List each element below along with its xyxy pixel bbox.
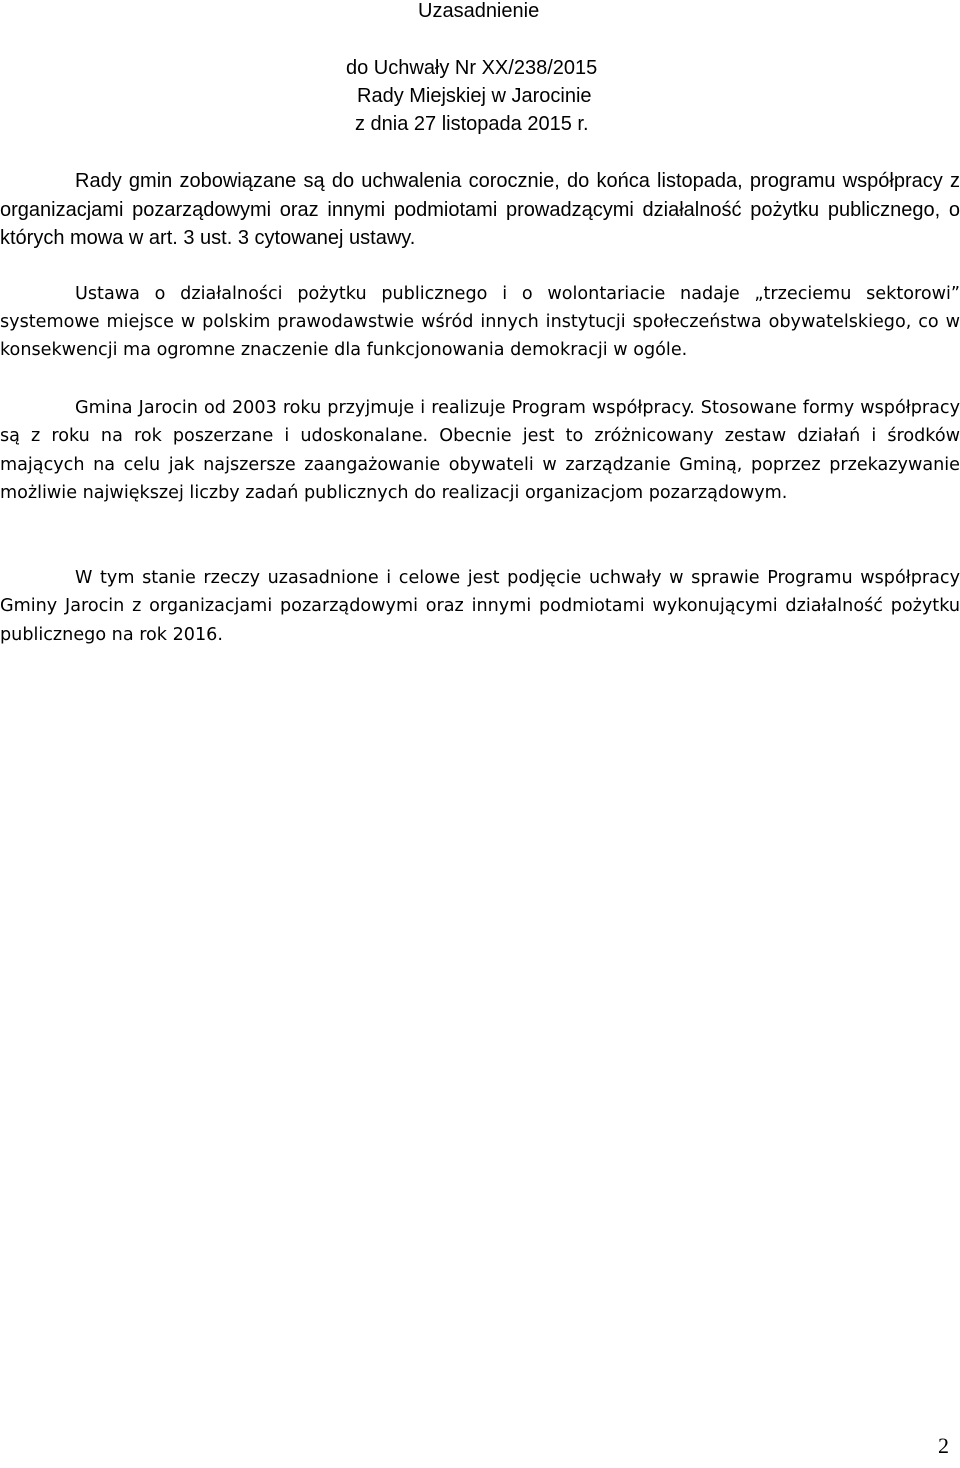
paragraph-obligation <box>0 167 960 253</box>
resolution-date: z dnia 27 listopada 2015 r. <box>355 113 589 135</box>
resolution-number: do Uchwały Nr XX/238/2015 <box>346 57 598 79</box>
paragraph-program <box>0 394 960 508</box>
paragraph-text: Gmina Jarocin od 2003 roku przyjmuje i realizuje Program współpracy. Stosowane formy współpracy są z roku na rok poszerzane i udoskonalane. Obecnie jest to zróżnicowany zestaw działań i środków mających na celu jak najszersze zaangażowanie obywateli w zarządzanie Gminą, poprzez przekazywanie możliwie największej liczby zadań publicznych do realizacji organizacjom pozarządowym. <box>0 398 960 504</box>
page-number: 2 <box>938 1433 949 1458</box>
paragraph-text: Rady gmin zobowiązane są do uchwalenia corocznie, do końca listopada, programu współpracy z organizacjami pozarządowymi oraz innymi podmiotami prowadzącymi działalność pożytku publicznego, o których mowa w art. 3 ust. 3 cytowanej ustawy. <box>0 170 960 249</box>
paragraph-act <box>0 280 960 364</box>
document-title: Uzasadnienie <box>418 0 540 22</box>
council-name: Rady Miejskiej w Jarocinie <box>357 85 592 107</box>
paragraph-text: W tym stanie rzeczy uzasadnione i celowe jest podjęcie uchwały w sprawie Programu współpracy Gminy Jarocin z organizacjami pozarządowymi oraz innymi podmiotami wykonującymi działalność pożytku publicznego na rok 2016. <box>0 568 960 645</box>
paragraph-text: Ustawa o działalności pożytku publicznego i o wolontariacie nadaje „trzeciemu sektorowi” systemowe miejsce w polskim prawodawstwie wśród innych instytucji społeczeństwa obywatelskiego, co w konsekwencji ma ogromne znaczenie dla funkcjonowania demokracji w ogóle. <box>0 284 960 360</box>
paragraph-conclusion <box>0 564 960 649</box>
